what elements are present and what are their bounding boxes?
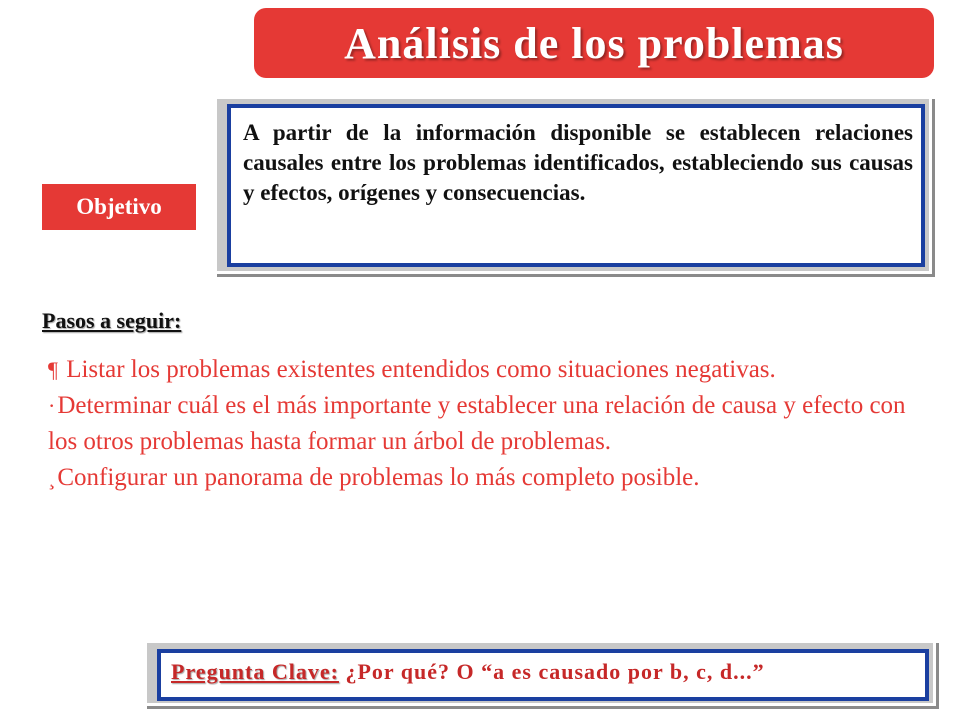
key-question-box <box>144 640 936 706</box>
key-question-frame <box>157 649 929 701</box>
objective-label: Objetivo <box>42 184 196 230</box>
step-bullet-icon: ¸ <box>48 465 56 490</box>
title-banner <box>254 8 934 78</box>
step-item <box>48 460 918 496</box>
objective-box <box>214 96 932 274</box>
objective-frame <box>227 104 925 267</box>
steps-heading: Pasos a seguir: <box>42 308 182 333</box>
step-text: Listar los problemas existentes entendidos como situaciones negativas. <box>59 356 776 383</box>
steps-list <box>48 352 918 496</box>
key-question-text: ¿Por qué? O “a es causado por b, c, d...” <box>338 659 765 684</box>
step-text: Configurar un panorama de problemas lo más completo posible. <box>57 464 700 491</box>
step-text: Determinar cuál es el más importante y establecer una relación de causa y efecto con los otros problemas hasta formar un árbol de problemas. <box>48 392 906 455</box>
step-item <box>48 388 918 460</box>
page-title: Análisis de los problemas <box>344 19 844 68</box>
step-bullet-icon: ¶ <box>48 357 58 382</box>
key-question-label: Pregunta Clave: <box>171 659 339 684</box>
step-bullet-icon: · <box>48 393 56 418</box>
step-item <box>48 352 918 388</box>
objective-text: A partir de la información disponible se establecen relaciones causales entre los problemas identificados, estableciendo sus causas y efectos, orígenes y consecuencias. <box>243 120 913 205</box>
